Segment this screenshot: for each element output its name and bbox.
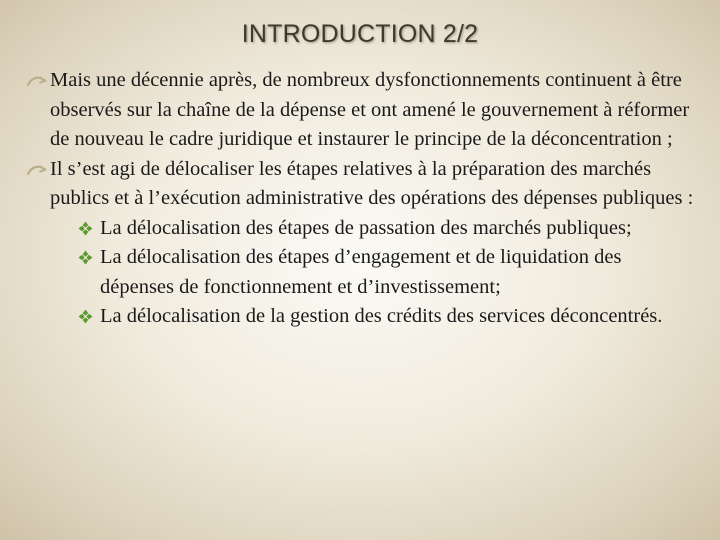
sub-bullet-text: La délocalisation des étapes de passation des marchés publiques; bbox=[100, 216, 632, 239]
diamond-bullet-icon bbox=[78, 309, 93, 324]
sub-bullet-item bbox=[100, 243, 680, 302]
diamond-bullet-icon bbox=[78, 221, 93, 236]
sub-bullet-text: La délocalisation de la gestion des crédits des services déconcentrés. bbox=[100, 305, 663, 327]
bullet-list bbox=[0, 66, 720, 332]
sub-bullet-text: La délocalisation des étapes d’engagement et de liquidation des dépenses de fonctionnement et d’investissement; bbox=[100, 246, 622, 298]
bullet-text: Il s’est agi de délocaliser les étapes relatives à la préparation des marchés publics et à l’exécution administrative des opérations des dépenses publiques : bbox=[50, 157, 694, 209]
diamond-bullet-icon bbox=[78, 250, 93, 265]
bullet-text: Mais une décennie après, de nombreux dysfonctionnements continuent à être observés sur la chaîne de la dépense et ont amené le gouvernement à réformer de nouveau le cadre juridique et instaurer le principe de la déconcentration ; bbox=[50, 69, 690, 150]
sub-bullet-item bbox=[100, 214, 680, 244]
bullet-item bbox=[50, 155, 700, 214]
curved-arrow-bullet-icon bbox=[27, 75, 47, 87]
curved-arrow-bullet-icon bbox=[27, 164, 47, 176]
bullet-item bbox=[50, 66, 700, 155]
slide-title: INTRODUCTION 2/2 bbox=[241, 20, 479, 48]
sub-bullet-item bbox=[100, 302, 680, 332]
